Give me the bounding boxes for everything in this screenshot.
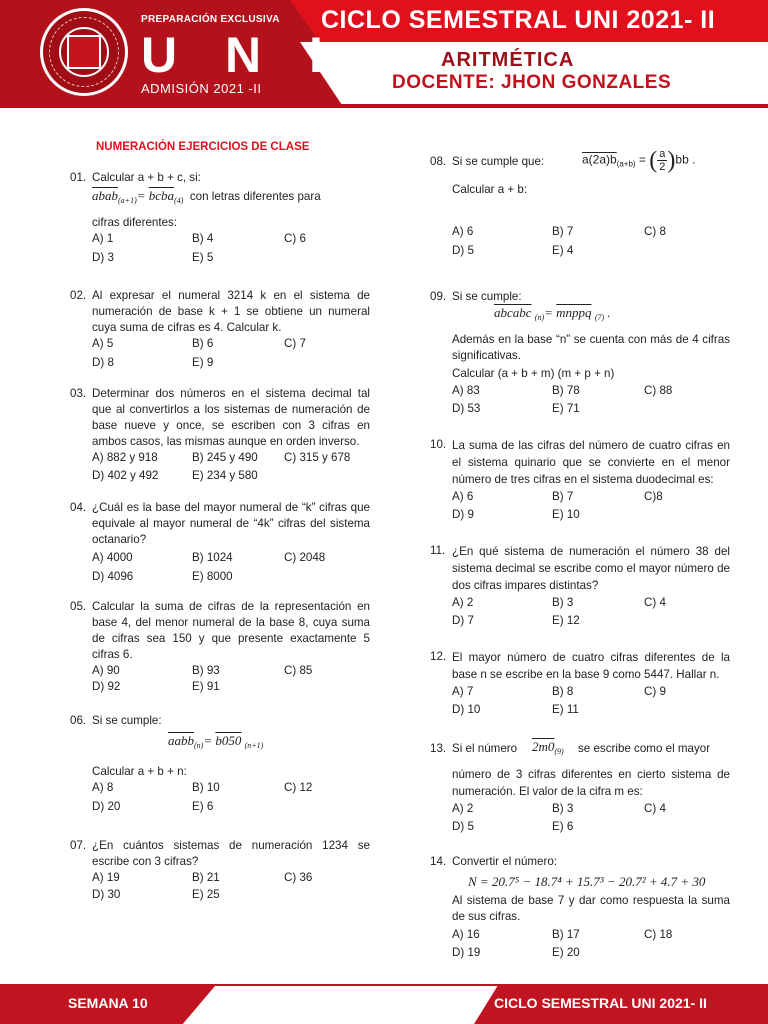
- option-c: C) 4: [644, 802, 666, 815]
- option-b: B) 10: [192, 781, 220, 794]
- option-c: C) 315 y 678: [284, 451, 351, 464]
- option-d: D) 402 y 492: [92, 469, 159, 482]
- option-d: D) 20: [92, 800, 121, 813]
- question-number: 05.: [70, 600, 87, 613]
- question-text: Al expresar el numeral 3214 k en el sistema de numeración de base k + 1 se obtiene un numeral cuya suma de cifras es 4. Calcular k.: [92, 289, 370, 334]
- question-text: ¿En cuántos sistemas de numeración 1234 se escribe con 3 cifras?: [92, 839, 370, 868]
- question-text: Si se cumple:: [92, 714, 162, 727]
- option-c: C) 85: [284, 664, 313, 677]
- question-formula-line: [92, 188, 370, 209]
- option-e: E) 12: [552, 614, 580, 627]
- formula: abab$_{(a+1)}$= bcba$_{(4)}$: [92, 188, 184, 205]
- question-10: [430, 437, 730, 523]
- question-05: [70, 599, 370, 695]
- question-number: 08.: [430, 155, 447, 168]
- formula: $a(2a)b_{(a+b)}$ = ( $\frac{a}{2}$ )bb .: [582, 147, 696, 174]
- answer-options: [92, 780, 370, 796]
- option-b: B) 21: [192, 871, 220, 884]
- question-number: 10.: [430, 438, 447, 451]
- question-text: Si se cumple:: [452, 290, 522, 303]
- option-a: A) 7: [452, 685, 474, 698]
- option-a: A) 1: [92, 232, 114, 245]
- option-e: E) 4: [552, 244, 574, 257]
- answer-options: [452, 801, 730, 817]
- question-text: Convertir el número:: [452, 855, 558, 868]
- question-text: ¿En qué sistema de numeración el número 38 del sistema decimal se escribe como el mayor número de dos cifras impares distintas?: [452, 545, 730, 592]
- option-e: E) 71: [552, 402, 580, 415]
- option-a: A) 19: [92, 871, 120, 884]
- option-e: E) 11: [552, 703, 579, 716]
- answer-options: [92, 336, 370, 352]
- option-a: A) 83: [452, 384, 480, 397]
- question-text: Calcular a + b:: [452, 183, 528, 196]
- question-formula-line: [452, 874, 730, 891]
- formula: $2m0_{(9)}$: [532, 739, 564, 756]
- answer-options: [92, 231, 370, 247]
- answer-options: [452, 613, 730, 629]
- option-e: E) 6: [552, 820, 574, 833]
- section-title: NUMERACIÓN EJERCICIOS DE CLASE: [96, 141, 310, 153]
- answer-options: [92, 468, 370, 484]
- option-c: C) 4: [644, 596, 666, 609]
- option-e: E) 20: [552, 946, 580, 959]
- question-08: [430, 147, 730, 259]
- answer-options: [452, 684, 730, 700]
- option-a: A) 6: [452, 225, 474, 238]
- option-a: A) 16: [452, 928, 480, 941]
- answer-options: [452, 819, 730, 835]
- question-number: 02.: [70, 289, 87, 302]
- option-a: A) 6: [452, 490, 474, 503]
- option-d: D) 19: [452, 946, 481, 959]
- left-column: [70, 170, 370, 980]
- answer-options: [92, 355, 370, 371]
- footer-week-label: SEMANA 10: [68, 995, 148, 1011]
- question-number: 09.: [430, 290, 447, 303]
- option-c: C) 36: [284, 871, 313, 884]
- answer-options: [452, 927, 730, 943]
- question-formula-line: [452, 305, 730, 326]
- question-number: 04.: [70, 501, 87, 514]
- option-a: A) 882 y 918: [92, 451, 158, 464]
- question-text: Además en la base “n” se cuenta con más de 4 cifras significativas.: [452, 333, 730, 362]
- question-11: [430, 543, 730, 629]
- page-header: [0, 0, 768, 108]
- option-c: C)8: [644, 490, 663, 503]
- question-02: [70, 288, 370, 371]
- option-b: B) 3: [552, 596, 574, 609]
- option-c: C) 2048: [284, 551, 326, 564]
- option-d: D) 7: [452, 614, 474, 627]
- answer-options: [92, 679, 370, 695]
- answer-options: [92, 870, 370, 886]
- header-subject: ARITMÉTICA: [441, 49, 575, 71]
- question-formula-line: [430, 147, 730, 182]
- answer-options: [452, 401, 730, 417]
- option-a: A) 2: [452, 596, 474, 609]
- question-12: [430, 649, 730, 718]
- option-d: D) 9: [452, 508, 474, 521]
- question-text: ¿Cuál es la base del mayor numeral de “k” cifras que equivale al mayor numeral de “4k” cifras del sistema octanario?: [92, 501, 370, 546]
- answer-options: [452, 595, 730, 611]
- option-d: D) 3: [92, 251, 114, 264]
- answer-options: [92, 250, 370, 266]
- header-divider: [0, 104, 768, 108]
- right-column: [430, 147, 730, 980]
- option-d: D) 8: [92, 356, 114, 369]
- answer-options: [452, 945, 730, 961]
- question-text: con letras diferentes para: [189, 190, 321, 203]
- header-ciclo-title: CICLO SEMESTRAL UNI 2021- II: [321, 6, 716, 34]
- question-text: Calcular (a + b + m) (m + p + n): [452, 367, 615, 380]
- option-b: B) 245 y 490: [192, 451, 258, 464]
- option-a: A) 5: [92, 337, 114, 350]
- question-07: [70, 838, 370, 903]
- question-04: [70, 500, 370, 585]
- header-admision: ADMISIÓN 2021 -II: [141, 81, 262, 96]
- option-b: B) 78: [552, 384, 580, 397]
- option-c: C) 12: [284, 781, 313, 794]
- option-b: B) 3: [552, 802, 574, 815]
- option-e: E) 6: [192, 800, 214, 813]
- question-text: La suma de las cifras del número de cuatro cifras en el sistema quinario que se convierte en el menor número de tres cifras en el sistema duodecimal es:: [452, 439, 730, 486]
- option-a: A) 4000: [92, 551, 133, 564]
- question-number: 01.: [70, 171, 87, 184]
- question-text: Al sistema de base 7 y dar como respuesta la suma de sus cifras.: [452, 894, 730, 923]
- option-e: E) 234 y 580: [192, 469, 258, 482]
- question-03: [70, 386, 370, 484]
- option-b: B) 7: [552, 490, 574, 503]
- option-d: D) 5: [452, 244, 474, 257]
- question-text: Calcular la suma de cifras de la representación en base 4, del menor numeral de la base 8, cuya suma de cifras sea 150 y que presente exactamente 5 cifras 6.: [92, 600, 370, 661]
- question-06: [70, 713, 370, 815]
- question-number: 14.: [430, 855, 447, 868]
- question-number: 13.: [430, 742, 447, 755]
- question-text: El mayor número de cuatro cifras diferentes de la base n se escribe en la base 9 como 5447. Hallar n.: [452, 651, 730, 681]
- answer-options: [92, 450, 370, 466]
- option-e: E) 25: [192, 888, 220, 901]
- option-d: D) 10: [452, 703, 481, 716]
- university-seal-icon: [40, 8, 128, 96]
- option-a: A) 2: [452, 802, 474, 815]
- footer-divider: [0, 984, 768, 986]
- option-c: C) 9: [644, 685, 666, 698]
- option-b: B) 7: [552, 225, 574, 238]
- option-b: B) 93: [192, 664, 220, 677]
- question-text: número de 3 cifras diferentes en cierto sistema de numeración. El valor de la cifra m es:: [452, 768, 730, 798]
- question-number: 12.: [430, 650, 447, 663]
- question-14: [430, 854, 730, 961]
- answer-options: [92, 569, 370, 585]
- option-c: C) 18: [644, 928, 673, 941]
- answer-options: [92, 550, 370, 566]
- question-formula-line: [92, 733, 370, 754]
- option-d: D) 5: [452, 820, 474, 833]
- option-d: D) 30: [92, 888, 121, 901]
- option-c: C) 8: [644, 225, 666, 238]
- question-text: Si se cumple que:: [452, 155, 545, 168]
- answer-options: [452, 489, 730, 505]
- answer-options: [92, 887, 370, 903]
- option-e: E) 9: [192, 356, 214, 369]
- question-formula-line: [430, 740, 730, 760]
- option-e: E) 5: [192, 251, 214, 264]
- formula: aabb$_{(n)}$= b050 $_{(n+1)}$: [168, 733, 264, 750]
- answer-options: [452, 243, 730, 259]
- option-b: B) 17: [552, 928, 580, 941]
- option-e: E) 91: [192, 680, 220, 693]
- question-text: se escribe como el mayor: [578, 742, 711, 755]
- question-text: cifras diferentes:: [92, 216, 178, 229]
- footer-cycle-label: CICLO SEMESTRAL UNI 2021- II: [494, 995, 707, 1011]
- question-13: [430, 740, 730, 835]
- answer-options: [452, 224, 730, 240]
- question-number: 06.: [70, 714, 87, 727]
- question-number: 07.: [70, 839, 87, 852]
- option-b: B) 6: [192, 337, 214, 350]
- answer-options: [452, 507, 730, 523]
- formula: N = 20.7⁵ − 18.7⁴ + 15.7³ − 20.7² + 4.7 + 30: [468, 874, 706, 889]
- answer-options: [92, 799, 370, 815]
- header-docente: DOCENTE: JHON GONZALES: [392, 72, 672, 93]
- option-d: D) 53: [452, 402, 481, 415]
- question-number: 03.: [70, 387, 87, 400]
- option-e: E) 8000: [192, 570, 233, 583]
- question-text: Determinar dos números en el sistema decimal tal que al convertirlos a los sistemas de numeración de base nueve y once, se escriben con 3 cifras en ambos casos, las mismas aunque en orden inverso.: [92, 387, 370, 448]
- option-c: C) 7: [284, 337, 306, 350]
- option-d: D) 4096: [92, 570, 134, 583]
- answer-options: [92, 663, 370, 679]
- header-brand: U N I: [141, 27, 340, 83]
- answer-options: [452, 383, 730, 399]
- question-01: [70, 170, 370, 266]
- question-text: Calcular a + b + c, si:: [92, 171, 201, 184]
- question-text: Si el número: [452, 742, 518, 755]
- option-b: B) 8: [552, 685, 574, 698]
- option-a: A) 90: [92, 664, 120, 677]
- question-number: 11.: [430, 544, 446, 557]
- option-b: B) 4: [192, 232, 214, 245]
- option-d: D) 92: [92, 680, 121, 693]
- formula: abcabc $_{(n)}$= mnppq $_{(7)}$ .: [494, 305, 611, 322]
- answer-options: [452, 702, 730, 718]
- question-text: Calcular a + b + n:: [92, 765, 187, 778]
- option-b: B) 1024: [192, 551, 233, 564]
- option-e: E) 10: [552, 508, 580, 521]
- header-prep-label: PREPARACIÓN EXCLUSIVA: [141, 14, 280, 25]
- option-c: C) 88: [644, 384, 673, 397]
- option-c: C) 6: [284, 232, 306, 245]
- option-a: A) 8: [92, 781, 114, 794]
- question-09: [430, 289, 730, 417]
